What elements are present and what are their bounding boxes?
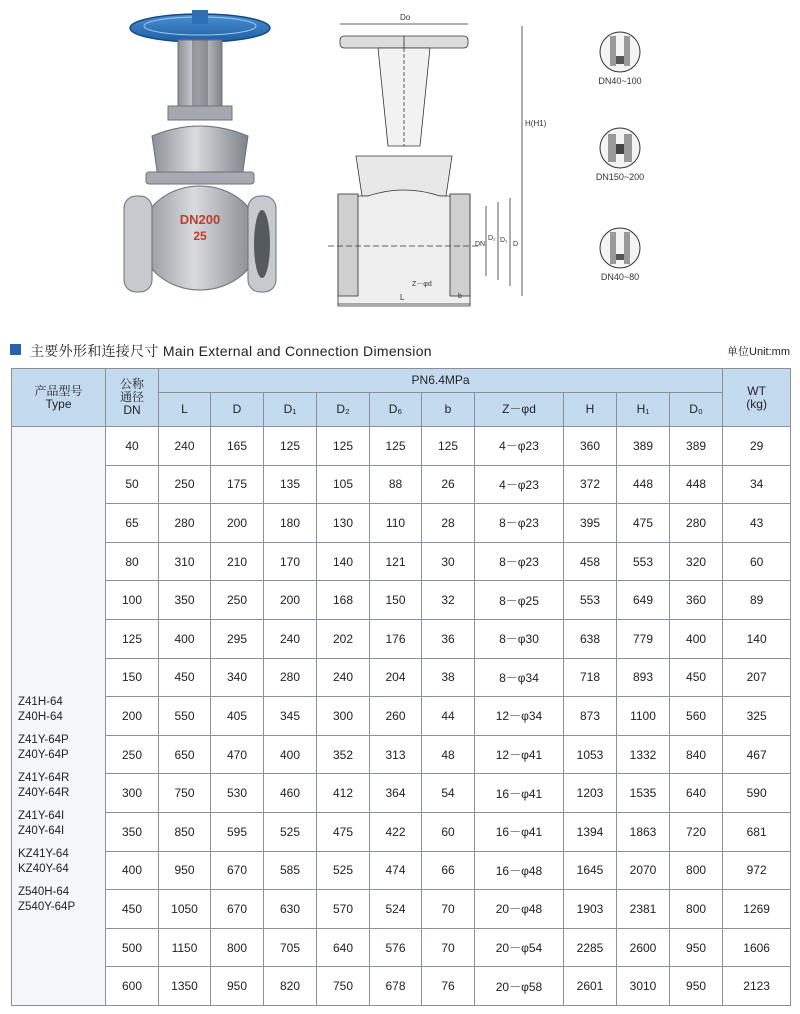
wt-header: WT (kg) (723, 369, 791, 427)
dn-header: 公称 通径 DN (106, 369, 159, 427)
table-cell: 8－φ23 (475, 504, 564, 543)
table-cell: 325 (723, 697, 791, 736)
pressure-group-header: PN6.4MPa (159, 369, 723, 393)
table-cell: 400 (670, 619, 723, 658)
table-cell: 360 (670, 581, 723, 620)
type-code: Z40H-64 (18, 710, 63, 723)
table-cell: 176 (370, 619, 422, 658)
dimension-table (11, 368, 791, 1006)
table-cell: 585 (264, 851, 317, 890)
dim-d2-label: D₂ (488, 235, 496, 242)
table-cell: 30 (422, 542, 475, 581)
table-cell: 873 (564, 697, 617, 736)
table-cell: 2285 (564, 928, 617, 967)
table-cell: 150 (370, 581, 422, 620)
handwheel-icon (130, 10, 270, 42)
table-cell: 595 (211, 812, 264, 851)
type-code: Z40Y-64R (18, 786, 70, 799)
table-cell: 705 (264, 928, 317, 967)
table-cell: 88 (370, 465, 422, 504)
table-cell: 1332 (617, 735, 670, 774)
table-cell: 89 (723, 581, 791, 620)
seal-detail-icon (598, 30, 642, 74)
table-cell: 40 (106, 427, 159, 466)
table-cell: 200 (106, 697, 159, 736)
table-cell: 448 (670, 465, 723, 504)
table-cell: 300 (317, 697, 370, 736)
type-code: Z41Y-64P (18, 733, 69, 746)
dim-dn-label: DN (475, 241, 486, 248)
table-cell: 950 (211, 967, 264, 1006)
table-cell: 2381 (617, 890, 670, 929)
column-header: D (211, 393, 264, 427)
valve-section-drawing (328, 6, 548, 311)
table-cell: 4－φ23 (475, 465, 564, 504)
table-cell: 260 (370, 697, 422, 736)
valve-tag-line1: DN200 (179, 212, 221, 227)
table-cell: 165 (211, 427, 264, 466)
table-row (12, 812, 791, 851)
table-cell: 250 (211, 581, 264, 620)
table-cell: 8－φ23 (475, 542, 564, 581)
table-cell: 130 (317, 504, 370, 543)
table-cell: 280 (670, 504, 723, 543)
column-header: H₁ (617, 393, 670, 427)
table-cell: 779 (617, 619, 670, 658)
table-cell: 670 (211, 890, 264, 929)
table-cell: 8－φ30 (475, 619, 564, 658)
table-cell: 54 (422, 774, 475, 813)
table-row (12, 504, 791, 543)
table-cell: 448 (617, 465, 670, 504)
table-cell: 175 (211, 465, 264, 504)
table-cell: 32 (422, 581, 475, 620)
type-code: Z41Y-64R (18, 771, 70, 784)
table-row (12, 658, 791, 697)
type-header (12, 369, 106, 427)
table-cell: 26 (422, 465, 475, 504)
column-header: D₁ (264, 393, 317, 427)
table-cell: 400 (159, 619, 211, 658)
table-cell: 204 (370, 658, 422, 697)
table-cell: 525 (317, 851, 370, 890)
table-cell: 750 (159, 774, 211, 813)
type-code: KZ41Y-64 (18, 847, 69, 860)
table-row (12, 427, 791, 466)
table-cell: 1269 (723, 890, 791, 929)
table-cell: 125 (317, 427, 370, 466)
type-code: Z540Y-64P (18, 900, 76, 913)
table-cell: 16－φ41 (475, 774, 564, 813)
seal-detail-2 (590, 126, 650, 182)
dim-l-label: L (400, 293, 405, 302)
table-cell: 8－φ34 (475, 658, 564, 697)
table-cell: 121 (370, 542, 422, 581)
table-cell: 250 (159, 465, 211, 504)
table-cell: 630 (264, 890, 317, 929)
table-row (12, 581, 791, 620)
table-row (12, 465, 791, 504)
table-cell: 474 (370, 851, 422, 890)
table-row (12, 890, 791, 929)
type-code: Z540H-64 (18, 885, 70, 898)
table-cell: 1150 (159, 928, 211, 967)
table-cell: 649 (617, 581, 670, 620)
table-cell: 600 (106, 967, 159, 1006)
table-cell: 350 (159, 581, 211, 620)
table-cell: 60 (422, 812, 475, 851)
table-cell: 250 (106, 735, 159, 774)
valve-tag-line2: 25 (193, 229, 207, 243)
table-cell: 800 (670, 890, 723, 929)
product-illustrations (0, 0, 800, 330)
table-row (12, 735, 791, 774)
table-cell: 280 (159, 504, 211, 543)
table-cell: 422 (370, 812, 422, 851)
type-code: Z41H-64 (18, 695, 63, 708)
table-cell: 1350 (159, 967, 211, 1006)
dim-zd-label: Z－φd (412, 281, 432, 288)
table-cell: 43 (723, 504, 791, 543)
table-cell: 950 (670, 928, 723, 967)
table-cell: 135 (264, 465, 317, 504)
table-cell: 1645 (564, 851, 617, 890)
column-header: D₀ (670, 393, 723, 427)
seal-detail-icon (598, 126, 642, 170)
table-cell: 460 (264, 774, 317, 813)
table-cell: 364 (370, 774, 422, 813)
table-cell: 475 (617, 504, 670, 543)
table-cell: 310 (159, 542, 211, 581)
table-cell: 1050 (159, 890, 211, 929)
type-list (12, 427, 106, 1006)
column-header: D₆ (370, 393, 422, 427)
table-cell: 1053 (564, 735, 617, 774)
table-cell: 950 (159, 851, 211, 890)
column-header: b (422, 393, 475, 427)
table-cell: 524 (370, 890, 422, 929)
table-row (12, 619, 791, 658)
table-cell: 950 (670, 967, 723, 1006)
table-cell: 389 (617, 427, 670, 466)
table-cell: 400 (106, 851, 159, 890)
table-cell: 2070 (617, 851, 670, 890)
seal-detail-label: DN40~80 (600, 272, 640, 282)
table-cell: 3010 (617, 967, 670, 1006)
table-cell: 313 (370, 735, 422, 774)
table-cell: 240 (317, 658, 370, 697)
table-cell: 678 (370, 967, 422, 1006)
seal-detail-3 (590, 226, 650, 282)
table-cell: 100 (106, 581, 159, 620)
table-cell: 750 (317, 967, 370, 1006)
table-cell: 4－φ23 (475, 427, 564, 466)
table-cell: 530 (211, 774, 264, 813)
type-code: KZ40Y-64 (18, 862, 69, 875)
table-cell: 525 (264, 812, 317, 851)
table-cell: 8－φ25 (475, 581, 564, 620)
gate-valve-photo (118, 6, 278, 301)
table-cell: 1863 (617, 812, 670, 851)
table-cell: 105 (317, 465, 370, 504)
table-cell: 207 (723, 658, 791, 697)
table-cell: 400 (264, 735, 317, 774)
table-cell: 850 (159, 812, 211, 851)
table-row (12, 928, 791, 967)
table-cell: 202 (317, 619, 370, 658)
table-cell: 360 (564, 427, 617, 466)
table-cell: 470 (211, 735, 264, 774)
table-cell: 820 (264, 967, 317, 1006)
seal-detail-label: DN40~100 (598, 76, 642, 86)
table-cell: 180 (264, 504, 317, 543)
table-cell: 34 (723, 465, 791, 504)
table-cell: 2601 (564, 967, 617, 1006)
table-cell: 458 (564, 542, 617, 581)
table-cell: 60 (723, 542, 791, 581)
dim-b-label: b (458, 293, 462, 300)
table-cell: 345 (264, 697, 317, 736)
table-cell: 395 (564, 504, 617, 543)
table-cell: 12－φ41 (475, 735, 564, 774)
table-cell: 150 (106, 658, 159, 697)
table-cell: 240 (264, 619, 317, 658)
table-cell: 800 (670, 851, 723, 890)
table-cell: 389 (670, 427, 723, 466)
type-code: Z40Y-64I (18, 824, 65, 837)
table-cell: 140 (317, 542, 370, 581)
table-cell: 576 (370, 928, 422, 967)
column-header: L (159, 393, 211, 427)
table-cell: 65 (106, 504, 159, 543)
table-cell: 638 (564, 619, 617, 658)
table-cell: 16－φ48 (475, 851, 564, 890)
table-cell: 475 (317, 812, 370, 851)
table-cell: 500 (106, 928, 159, 967)
table-cell: 170 (264, 542, 317, 581)
table-cell: 1535 (617, 774, 670, 813)
table-cell: 200 (264, 581, 317, 620)
table-cell: 210 (211, 542, 264, 581)
table-cell: 450 (159, 658, 211, 697)
table-row (12, 697, 791, 736)
table-cell: 467 (723, 735, 791, 774)
column-header: Z－φd (475, 393, 564, 427)
table-cell: 893 (617, 658, 670, 697)
table-cell: 405 (211, 697, 264, 736)
table-cell: 280 (264, 658, 317, 697)
table-cell: 1100 (617, 697, 670, 736)
dim-h-label: H(H1) (525, 119, 547, 128)
table-cell: 972 (723, 851, 791, 890)
table-cell: 168 (317, 581, 370, 620)
table-cell: 720 (670, 812, 723, 851)
table-cell: 450 (106, 890, 159, 929)
table-cell: 681 (723, 812, 791, 851)
table-cell: 2123 (723, 967, 791, 1006)
table-cell: 2600 (617, 928, 670, 967)
table-cell: 352 (317, 735, 370, 774)
table-cell: 36 (422, 619, 475, 658)
dim-d1-label: D₁ (500, 237, 508, 244)
unit-label: 单位Unit:mm (727, 346, 790, 358)
table-cell: 125 (264, 427, 317, 466)
table-cell: 125 (370, 427, 422, 466)
section-bullet-icon (10, 344, 21, 355)
table-cell: 110 (370, 504, 422, 543)
table-cell: 350 (106, 812, 159, 851)
table-row (12, 774, 791, 813)
table-row (12, 542, 791, 581)
table-cell: 20－φ48 (475, 890, 564, 929)
table-cell: 38 (422, 658, 475, 697)
table-cell: 200 (211, 504, 264, 543)
table-cell: 70 (422, 928, 475, 967)
table-cell: 570 (317, 890, 370, 929)
seal-detail-icon (598, 226, 642, 270)
table-row (12, 851, 791, 890)
table-cell: 125 (422, 427, 475, 466)
table-cell: 12－φ34 (475, 697, 564, 736)
table-cell: 140 (723, 619, 791, 658)
table-cell: 320 (670, 542, 723, 581)
table-cell: 29 (723, 427, 791, 466)
section-header (10, 340, 790, 360)
table-cell: 50 (106, 465, 159, 504)
seal-detail-label: DN150~200 (595, 172, 645, 182)
table-cell: 450 (670, 658, 723, 697)
table-cell: 340 (211, 658, 264, 697)
type-header-cn: 产品型号 (34, 383, 83, 398)
table-cell: 1903 (564, 890, 617, 929)
seal-detail-1 (590, 30, 650, 86)
dim-d0-label: Do (400, 13, 411, 22)
table-cell: 28 (422, 504, 475, 543)
type-code: Z41Y-64I (18, 809, 65, 822)
table-cell: 412 (317, 774, 370, 813)
table-cell: 76 (422, 967, 475, 1006)
table-cell: 66 (422, 851, 475, 890)
table-cell: 372 (564, 465, 617, 504)
table-cell: 553 (564, 581, 617, 620)
table-cell: 48 (422, 735, 475, 774)
table-cell: 718 (564, 658, 617, 697)
table-cell: 125 (106, 619, 159, 658)
table-row (12, 967, 791, 1006)
table-cell: 590 (723, 774, 791, 813)
table-cell: 20－φ54 (475, 928, 564, 967)
table-cell: 1203 (564, 774, 617, 813)
table-cell: 80 (106, 542, 159, 581)
table-cell: 840 (670, 735, 723, 774)
table-cell: 70 (422, 890, 475, 929)
table-cell: 650 (159, 735, 211, 774)
table-cell: 560 (670, 697, 723, 736)
table-cell: 553 (617, 542, 670, 581)
table-cell: 20－φ58 (475, 967, 564, 1006)
table-cell: 240 (159, 427, 211, 466)
column-header: H (564, 393, 617, 427)
column-header: D₂ (317, 393, 370, 427)
table-cell: 640 (317, 928, 370, 967)
table-cell: 800 (211, 928, 264, 967)
table-cell: 1606 (723, 928, 791, 967)
type-header-en: Type (45, 396, 72, 411)
table-cell: 16－φ41 (475, 812, 564, 851)
table-cell: 44 (422, 697, 475, 736)
table-cell: 295 (211, 619, 264, 658)
type-code: Z40Y-64P (18, 748, 69, 761)
table-cell: 300 (106, 774, 159, 813)
table-cell: 550 (159, 697, 211, 736)
table-cell: 670 (211, 851, 264, 890)
dim-d-label: D (513, 241, 519, 248)
table-cell: 1394 (564, 812, 617, 851)
table-cell: 640 (670, 774, 723, 813)
section-title: 主要外形和连接尺寸 Main External and Connection Dimension (30, 343, 432, 359)
